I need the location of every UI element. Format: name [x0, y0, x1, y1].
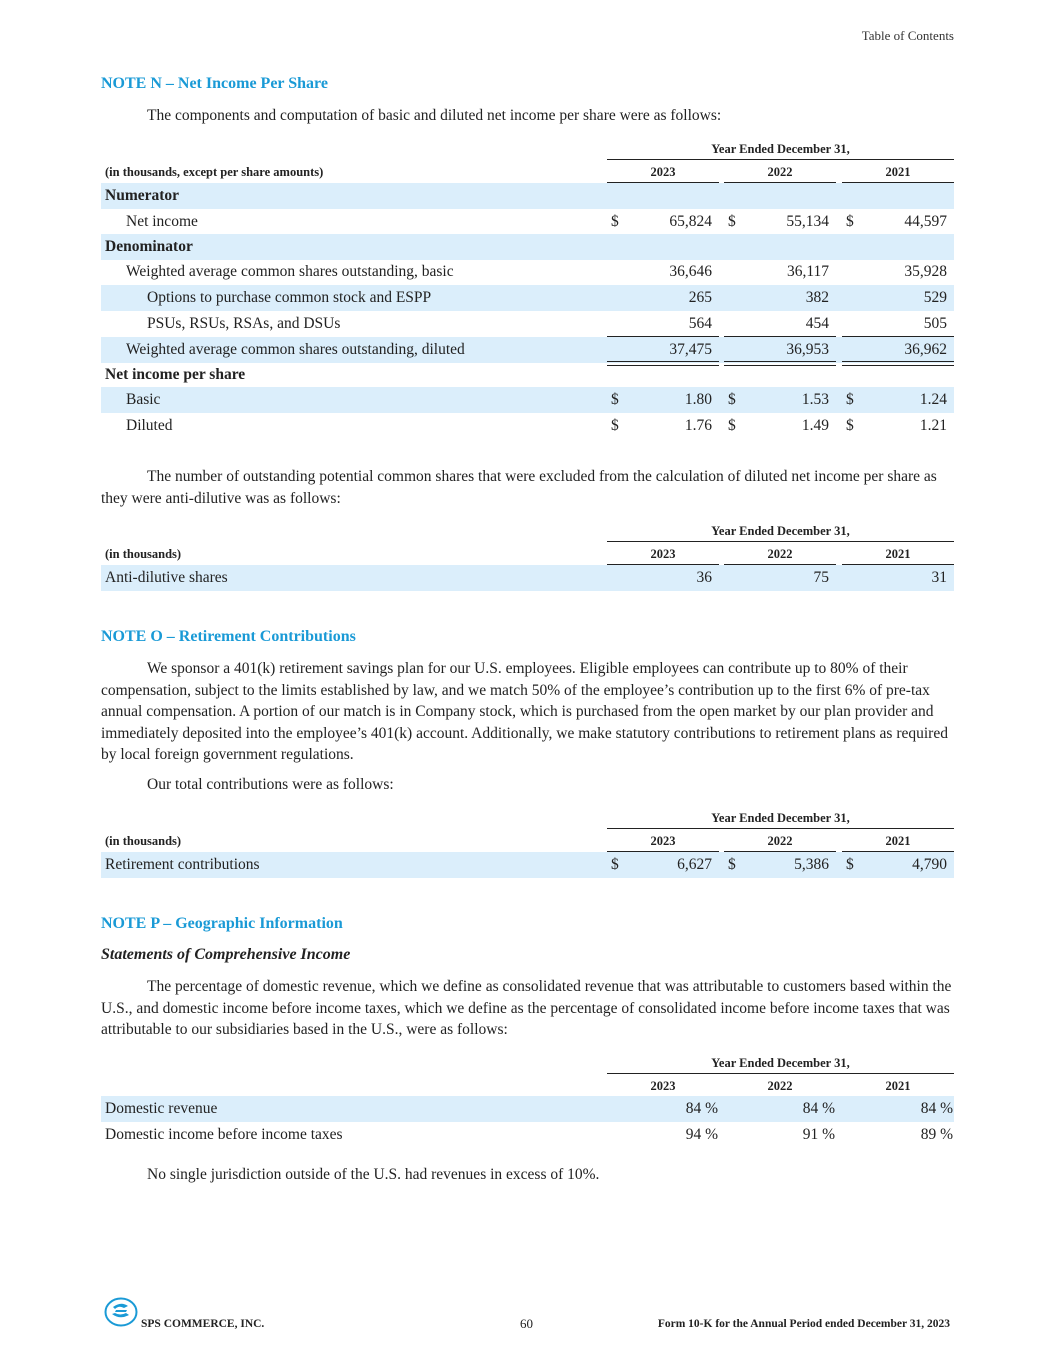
unit-label: (in thousands)	[105, 547, 182, 561]
year-2022: 2022	[724, 1079, 836, 1097]
value-2021: 4,790	[912, 856, 947, 873]
value-2021: 529	[923, 289, 947, 306]
value-2021: 89 %	[920, 1126, 953, 1143]
table-header-row	[101, 1076, 954, 1096]
row-label: Basic	[126, 391, 161, 408]
year-2021: 2021	[842, 1079, 954, 1097]
row-label: Net income	[126, 213, 198, 230]
table-row-retirement	[101, 852, 954, 878]
value-2023: 37,475	[669, 341, 712, 358]
year-header: Year Ended December 31,	[607, 142, 954, 160]
row-label: Weighted average common shares outstanding, basic	[126, 263, 454, 280]
note-o-title: NOTE O – Retirement Contributions	[101, 628, 356, 645]
table-header-row	[101, 831, 954, 851]
note-p-subtitle: Statements of Comprehensive Income	[101, 946, 351, 963]
table-header-row	[101, 162, 954, 182]
currency-symbol: $	[611, 856, 619, 873]
note-p-paragraph: The percentage of domestic revenue, which we define as consolidated revenue that was attributable to customers based within the U.S., and domestic income before income taxes, which we define as the percentage of consolidated income before income taxes that was attributable to our subsidiaries based in the U.S., were as follows:	[101, 978, 952, 1038]
table-of-contents-link[interactable]: Table of Contents	[861, 28, 954, 43]
row-label: Diluted	[126, 417, 173, 434]
year-2021: 2021	[842, 547, 954, 565]
currency-symbol: $	[846, 391, 854, 408]
year-header: Year Ended December 31,	[607, 811, 954, 829]
currency-symbol: $	[846, 856, 854, 873]
value-2023: 6,627	[677, 856, 712, 873]
year-2022: 2022	[724, 165, 836, 183]
value-2021: 505	[923, 315, 947, 332]
value-2021: 84 %	[920, 1100, 953, 1117]
table-row-net-income	[101, 209, 954, 235]
value-2023: 36	[696, 569, 712, 586]
footer-form-label: Form 10-K for the Annual Period ended December 31, 2023	[657, 1318, 950, 1330]
value-2023: 65,824	[669, 213, 712, 230]
value-2021: 31	[931, 569, 947, 586]
table-row-diluted-shares	[101, 337, 954, 363]
currency-symbol: $	[728, 213, 736, 230]
table-row-per-share-heading	[101, 362, 954, 388]
year-2023: 2023	[607, 1079, 719, 1097]
value-2021: 1.24	[919, 391, 947, 408]
value-2022: 36,117	[786, 263, 829, 280]
row-label: Net income per share	[105, 366, 246, 383]
value-2022: 1.49	[801, 417, 829, 434]
currency-symbol: $	[611, 391, 619, 408]
year-header: Year Ended December 31,	[607, 524, 954, 542]
table-row-psus	[101, 311, 954, 337]
table-row-denominator	[101, 234, 954, 260]
year-2023: 2023	[607, 165, 719, 183]
value-2022: 454	[805, 315, 829, 332]
year-2023: 2023	[607, 547, 719, 565]
value-2022: 5,386	[794, 856, 829, 873]
value-2022: 382	[805, 289, 829, 306]
table-row-options	[101, 285, 954, 311]
currency-symbol: $	[846, 213, 854, 230]
table-row-diluted-eps	[101, 413, 954, 439]
table-row-basic-eps	[101, 387, 954, 413]
year-header: Year Ended December 31,	[607, 1056, 954, 1074]
note-o-paragraph: We sponsor a 401(k) retirement savings plan for our U.S. employees. Eligible employees can contribute up to 80% of their compensation, subject to the limits established by law, and we match 50% of the employee’s contribution up to the first 6% of pre-tax annual compensation. A portion of our match is in Company stock, which is purchased from the open market by our plan provider and immediately deposited into the employee’s 401(k) account. Additionally, we make statutory contributions to retirement plans as required by local foreign government regulations.	[101, 660, 948, 763]
value-2021: 35,928	[904, 263, 947, 280]
currency-symbol: $	[728, 856, 736, 873]
footer-company-name: SPS COMMERCE, INC.	[141, 1318, 265, 1330]
year-2023: 2023	[607, 834, 719, 852]
value-2023: 1.80	[684, 391, 712, 408]
anti-dilutive-paragraph: The number of outstanding potential common shares that were excluded from the calculation of diluted net income per share as they were anti-dilutive was as follows:	[101, 468, 937, 507]
year-2022: 2022	[724, 547, 836, 565]
value-2022: 1.53	[801, 391, 829, 408]
note-n-intro: The components and computation of basic and diluted net income per share were as follows:	[147, 107, 722, 124]
row-label: PSUs, RSUs, RSAs, and DSUs	[147, 315, 341, 332]
currency-symbol: $	[611, 213, 619, 230]
value-2021: 1.21	[919, 417, 947, 434]
value-2023: 94 %	[685, 1126, 718, 1143]
row-label: Domestic revenue	[105, 1100, 218, 1117]
value-2022: 84 %	[802, 1100, 835, 1117]
row-label: Options to purchase common stock and ESPP	[147, 289, 432, 306]
value-2022: 36,953	[786, 341, 829, 358]
sps-commerce-logo-icon	[104, 1297, 138, 1327]
value-2023: 1.76	[684, 417, 712, 434]
value-2023: 265	[688, 289, 712, 306]
note-o-paragraph-2: Our total contributions were as follows:	[147, 776, 394, 793]
unit-label: (in thousands)	[105, 834, 182, 848]
table-row-basic-shares	[101, 259, 954, 285]
table-header-row	[101, 544, 954, 564]
value-2021: 44,597	[904, 213, 947, 230]
value-2022: 91 %	[802, 1126, 835, 1143]
note-p-title: NOTE P – Geographic Information	[101, 915, 343, 932]
year-2021: 2021	[842, 834, 954, 852]
row-label: Retirement contributions	[105, 856, 260, 873]
year-2022: 2022	[724, 834, 836, 852]
row-label: Weighted average common shares outstanding, diluted	[126, 341, 465, 358]
table-row-numerator	[101, 183, 954, 209]
value-2023: 36,646	[669, 263, 712, 280]
value-2022: 55,134	[786, 213, 829, 230]
table-row-anti-dilutive	[101, 565, 954, 591]
page-number: 60	[520, 1316, 533, 1331]
table-row-domestic-income	[101, 1122, 954, 1148]
currency-symbol: $	[728, 391, 736, 408]
currency-symbol: $	[728, 417, 736, 434]
value-2023: 84 %	[685, 1100, 718, 1117]
note-p-closing: No single jurisdiction outside of the U.S. had revenues in excess of 10%.	[147, 1166, 600, 1183]
currency-symbol: $	[611, 417, 619, 434]
note-n-title: NOTE N – Net Income Per Share	[101, 75, 328, 92]
row-label: Anti-dilutive shares	[105, 569, 228, 586]
row-label: Domestic income before income taxes	[105, 1126, 343, 1143]
unit-label: (in thousands, except per share amounts)	[105, 165, 324, 179]
year-2021: 2021	[842, 165, 954, 183]
table-row-domestic-revenue	[101, 1096, 954, 1122]
value-2022: 75	[813, 569, 829, 586]
value-2021: 36,962	[904, 341, 947, 358]
currency-symbol: $	[846, 417, 854, 434]
row-label: Numerator	[105, 187, 180, 204]
row-label: Denominator	[105, 238, 193, 255]
value-2023: 564	[688, 315, 712, 332]
